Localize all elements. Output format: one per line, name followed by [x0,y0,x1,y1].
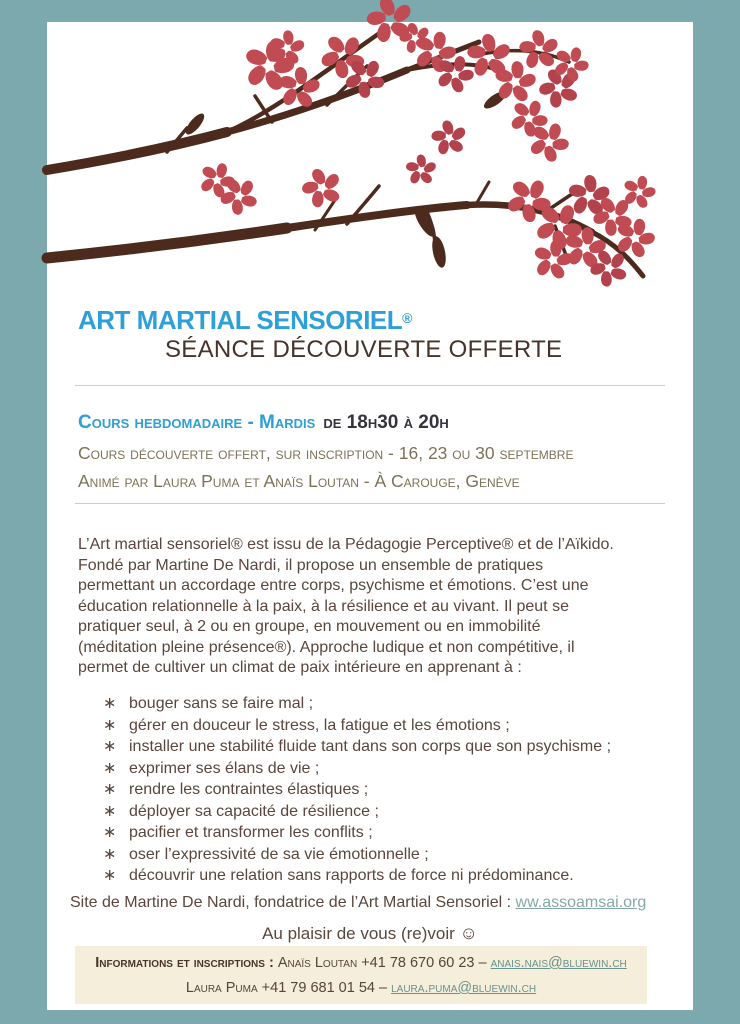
list-item-text: découvrir une relation sans rapports de force ni prédominance. [129,867,574,884]
list-item-text: exprimer ses élans de vie ; [129,759,320,777]
asterisk-bullet: ∗ [103,781,117,798]
list-item-text: pacifier et transformer les conflits ; [129,824,373,841]
paragraph-line: pratiquer seul, à 2 ou en groupe, en mouvement ou en immobilité [78,618,541,635]
divider-top [75,385,665,386]
benefits-list [103,693,611,887]
asterisk-bullet: ∗ [103,759,117,777]
contact-label: Informations et inscriptions : [95,955,278,971]
cherry-blossom-illustration [47,0,693,330]
founder-site-line [70,894,670,912]
asterisk-bullet: ∗ [103,824,117,841]
contact-box [75,946,647,1004]
list-item [103,801,611,823]
schedule-weekly-label: Cours hebdomadaire - Mardis [78,412,316,433]
list-item [103,693,611,715]
email-link-laura[interactable]: laura.puma@bluewin.ch [391,980,537,996]
paragraph-line: L’Art martial sensoriel® est issu de la Pédagogie Perceptive® et de l’Aïkido. [78,536,614,553]
list-item-text: installer une stabilité fluide tant dans son corps que son psychisme ; [129,738,612,755]
page-title-text: ART MARTIAL SENSORIEL [78,305,403,335]
schedule-discovery-line: Cours découverte offert, sur inscription - 16, 23 ou 30 septembre [78,443,574,463]
paragraph-line: Fondé par Martine De Nardi, il propose un ensemble de pratiques [78,556,544,574]
list-item-text: bouger sans se faire mal ; [129,695,314,712]
blossoms [193,0,661,294]
list-item [103,715,611,737]
contact2-text: Laura Puma +41 79 681 01 54 – [185,980,392,996]
list-item [103,736,611,758]
schedule-led-by-line: Animé par Laura Puma et Anaïs Loutan - À Carouge, Genève [78,471,520,491]
list-item [103,822,611,844]
list-item-text: gérer en douceur le stress, la fatigue et les émotions ; [129,716,510,734]
asterisk-bullet: ∗ [103,845,117,863]
list-item [103,844,611,866]
branches [47,28,643,276]
closing-line [47,923,693,944]
list-item [103,865,611,887]
list-item [103,779,611,801]
asterisk-bullet: ∗ [103,716,117,734]
divider-middle [75,503,665,504]
contact-line-2 [75,976,647,1001]
founder-site-prefix: Site de Martine De Nardi, fondatrice de l’Art Martial Sensoriel : [70,894,516,911]
intro-paragraph [78,535,653,679]
list-item-text: oser l’expressivité de sa vie émotionnelle ; [129,845,429,863]
founder-site-link[interactable]: ww.assoamsai.org [515,894,647,911]
paragraph-line: permet de cultiver un climat de paix intérieure en apprenant à : [78,659,522,676]
content-panel [47,22,693,1010]
page-subtitle: SÉANCE DÉCOUVERTE OFFERTE [165,336,563,363]
asterisk-bullet: ∗ [103,695,117,712]
list-item-text: déployer sa capacité de résilience ; [129,802,379,820]
paragraph-line: permettant un accordage entre corps, psychisme et émotions. C’est une [78,577,589,594]
paragraph-line: éducation relationnelle à la paix, à la résilience et au vivant. Il peut se [78,597,569,615]
list-item-text: rendre les contraintes élastiques ; [129,781,369,798]
leaves [183,88,509,268]
smiley-icon: ☺ [459,923,478,943]
asterisk-bullet: ∗ [103,867,117,884]
closing-text: Au plaisir de vous (re)voir [262,924,460,943]
list-item [103,758,611,780]
contact1-text: Anaïs Loutan +41 78 670 60 23 – [277,955,491,971]
asterisk-bullet: ∗ [103,738,117,755]
paragraph-line: (méditation pleine présence®). Approche ludique et non compétitive, il [78,638,575,656]
registered-mark: ® [402,310,412,326]
page-title [78,305,412,336]
schedule-weekly-time: de 18h30 à 20h [323,412,449,433]
email-link-anais[interactable]: anais.nais@bluewin.ch [490,955,627,971]
schedule-weekly-line [78,412,449,434]
asterisk-bullet: ∗ [103,802,117,820]
contact-line-1 [75,951,647,976]
